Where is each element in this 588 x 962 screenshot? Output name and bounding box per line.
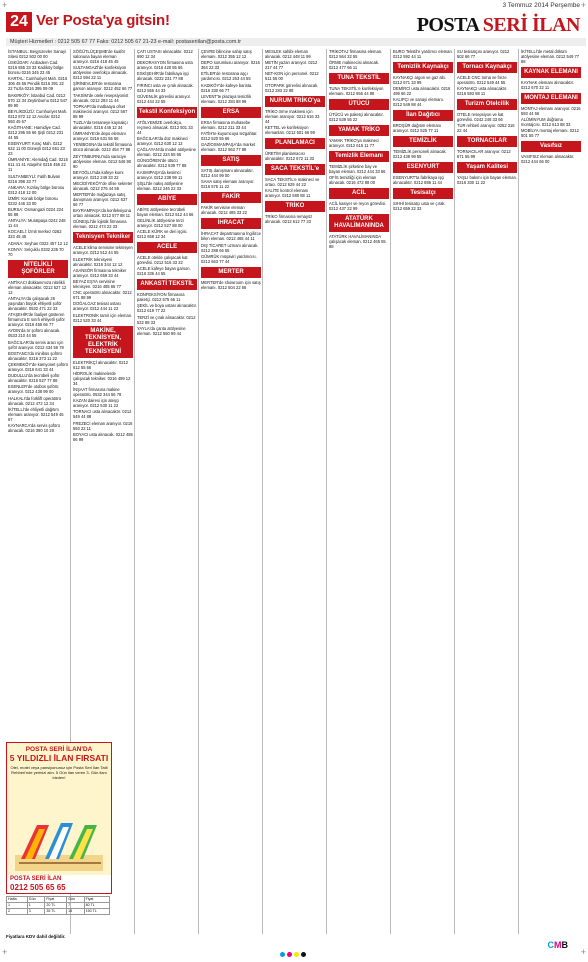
section-heading: ABİYE (137, 194, 197, 205)
section-heading: KAYNAK ELEMANI (521, 67, 581, 78)
classified-ad: ÇAĞLAYAN'da model atölyesine eleman. 0212 224 55 66 (137, 147, 196, 158)
classified-ad: KAYNAKÇI usta alınacaktır. 0216 593 88 11 (457, 86, 508, 97)
section-heading: İHRACAT (201, 218, 261, 229)
classified-ad: KONYA: Selçuklu 0332 235 70 70 (8, 246, 64, 257)
classified-ad: BEYLİKDÜZÜ: Cumhuriyet Mah. 0212 872 12 12 Avcılar 0212 593 45 67 (8, 108, 68, 124)
section-heading: MONTAJ ELEMANI (521, 93, 581, 104)
classified-ad: BOYACI usta alınacak. 0212 485 66 99 (73, 431, 133, 442)
classified-ad: MECİDİYEKÖY'de ofise sekreter alınacak. 0212 275 44 55 (73, 180, 133, 191)
price-table-row: 2 3 35 TL 15 150 TL (7, 909, 110, 915)
registration-mark: + (580, 0, 586, 10)
classified-ad: KADIKÖY'de kafeye barista. 0216 330 66 77 (201, 82, 253, 93)
classified-ad: ESENLER'de otobüs şoförü aranıyor. 0212 438 99 00 (8, 384, 59, 395)
classified-ad: ŞİŞLİ'de nakış atölyesine eleman. 0212 246 22 33 (137, 180, 183, 191)
section-heading: TEMİZLİK (393, 136, 453, 147)
classified-ad: BROŞÜR dağıtım elemanı aranıyor. 0212 525 77 11 (393, 123, 442, 134)
classified-ad: SIHHİ tesisatçı usta ve çırak. 0212 659 22 33 (393, 201, 446, 212)
color-registration-dots (280, 944, 308, 962)
classified-ad: TERZİ ve çırak alınacaktır. 0212 522 88 33 (137, 314, 196, 325)
classified-ad: BAĞCILAR'da servis aracı için şoför aranıyor. 0212 434 56 78 (8, 339, 64, 350)
classified-ad: ESENYURT: Kıraç Mah. 0212 622 11 00 Güneşli 0212 651 23 23 (8, 141, 65, 157)
classified-column (518, 49, 583, 934)
classified-ad: ŞEKİL ve boya ustası alınacaktır. 0212 619 77 22 (137, 303, 197, 314)
classified-ad: YAŞLI bakımı için bayan eleman. 0216 330 11 22 (457, 175, 517, 186)
section-heading: Temizlik Elemanı (329, 151, 389, 162)
customer-info-bar: Müşteri Hizmetleri : 0212 505 67 77 Faks: 0212 505 67 21-23 e-mail: postaseriilan@posta.com.tr (6, 38, 586, 46)
classified-ad: TAKSİM'de otele resepsiyonist alınacak. 0212 293 11 44 (73, 92, 129, 103)
price-footnote: Fiyatlara KDV dahil değildir. (6, 934, 66, 939)
classified-ad: KOCAELİ: İzmit merkez 0262 323 45 45 (8, 229, 62, 240)
classified-ad: KALIPÇI ve sanayi elemanı. 0212 549 88 44 (393, 97, 444, 108)
classified-ad: ZEYTİNBURNU'nda saraciye atölyesine eleman. 0212 546 90 90 (73, 153, 132, 169)
classified-ad: FREZECİ eleman aranıyor. 0216 593 22 11 (73, 420, 133, 431)
ad-headline: 5 YILDIZLI İLAN FIRSATI (9, 753, 109, 763)
classified-ad: SAHA satış elemanı aranıyor. 0216 575 11 22 (201, 179, 255, 190)
classified-ad: ELEKTRONİK tamir için eleman. 0212 520 33 44 (73, 312, 133, 323)
classified-ad: İHRACAT departmanına İngilizce bilen eleman. 0212 465 44 11 (201, 231, 261, 242)
classified-column (262, 49, 327, 934)
classified-column (198, 49, 263, 934)
classified-ad: BAKIRKÖY: İstanbul Cad. 0212 570 12 34 Zeytinburnu 0212 547 89 90 (8, 92, 68, 108)
classified-ad: OTOPARK görevlisi alınacak. 0212 283 22 88 (265, 82, 319, 93)
classified-ad: İKİTELLİ'de ehliyetli dağıtım elemanı aranıyor. 0212 549 45 67 (8, 406, 64, 422)
classified-ad: ESENYURT'ta fabrikaya işçi alınacaktır. 0212 886 11 44 (393, 175, 445, 186)
classified-ad: ÇEKMEKÖY'de kamyonet şoförü aranıyor. 0216 641 33 44 (8, 361, 68, 372)
classified-ad: NET-KON için personel. 0212 611 55 00 (265, 71, 319, 82)
section-heading: SATIŞ (201, 155, 261, 166)
classified-ad: FIRINCI usta ve çırak alınacak. 0212 556 44 33 (137, 82, 194, 93)
classified-ad: DEMİRCİ usta alınacaktır. 0216 499 66 22 (393, 86, 451, 97)
classified-ad: KETTEL ve konfeksiyon elemanları. 0212 501 66 99 (265, 124, 315, 135)
classified-ad: ÇATI USTASI alınacaktır. 0212 690 12 34 (137, 49, 193, 59)
classified-ad: MERTER'de showroom için satış elemanı. 0212 504 22 66 (201, 279, 261, 290)
classified-ad: ATAŞEHİR'de faaliyet gösteren firmamıza E sınıfı ehliyetli şoför aranıyor. 0216 455 66 77 (8, 312, 65, 328)
classified-ad: KAYNAK elemanı alınacaktır. 0212 670 22 11 (521, 80, 574, 90)
hotel-ad-box (6, 742, 112, 894)
classified-ad: SATIŞ danışmanı alınacaktır. 0212 444 99 00 (201, 168, 254, 179)
page-number: 24 (6, 12, 32, 32)
section-heading: ACELE (137, 242, 197, 253)
classified-ad: TUNA TEKSTİL'e konfeksiyon elemanı. 0212 656 44 88 (329, 86, 384, 97)
section-heading: İlan Dağıtıcı (393, 110, 453, 121)
ad-logo: POSTA SERİ İLAN (10, 876, 62, 882)
classified-ad: BEYOĞLU'nda kafeye komi aranıyor. 0212 249 33 22 (73, 169, 124, 180)
section-heading: Tekstil Konfeksiyon (137, 107, 197, 118)
classified-ad: GAZİOSMANPAŞA'da market elemanı. 0212 563 77 88 (201, 142, 256, 153)
classified-column (6, 49, 70, 739)
classified-ad: FAKİR servisine eleman alınacak. 0212 485 33 22 (201, 205, 247, 216)
section-heading: ATATÜRK HAVALİMANINDA (329, 214, 389, 232)
classified-ad: ÖRME makinecisi alınacak. 0212 477 66 11 (329, 60, 380, 71)
section-heading: ACİL (329, 188, 389, 199)
classified-ad: OFİS temizliği için eleman alınacak. 0216 472 88 00 (329, 175, 377, 186)
section-heading: TRİKO (265, 201, 325, 212)
classified-ad: ELEKTRİKÇİ alınacaktır. 0212 612 55 66 (73, 359, 129, 370)
classified-ad: ACELE kafeye bayan garson. 0216 336 44 55 (137, 266, 191, 277)
classified-ad: SÖĞÜTLÜÇEŞME'de kuaför salonuna bayan eleman aranıyor. 0216 418 45 45 (73, 49, 126, 64)
classified-ad: ACELE CNC torna ve freze operatörü. 0212 549 44 55 (457, 75, 507, 85)
classified-ad: BURSA: Osmangazi 0224 224 55 88 (8, 207, 64, 218)
classified-ad: ANKARA: Kızılay bölge bürosu 0312 418 12 00 (8, 184, 65, 195)
classified-ad: GÜVENLİK görevlisi aranıyor. 0212 444 22 55 (137, 93, 191, 104)
registration-mark: + (2, 947, 8, 957)
classified-ad: AYDIN'da tır şoförü alınacak. 0533 210 44 55 (8, 328, 61, 339)
cmyk-mark: CMB (547, 940, 568, 950)
section-heading: Yaşam Kalitesi (457, 162, 517, 173)
section-heading: MAKİNE, TEKNİSYEN, ELEKTRİK TEKNİSYENİ (73, 326, 133, 358)
classified-ad: KAYNARCA'da servis şoförü alınacak. 0216 390 10 20 (8, 422, 60, 433)
section-heading: ESENYURT (393, 162, 453, 173)
classified-ad: GELİNLİK atölyesine terzi aranıyor. 0212 527 88 00 (137, 217, 184, 228)
classified-ad: DUDULLU'da tecrübeli şoför alınacaktır. 0216 527 77 88 (8, 373, 60, 384)
classified-ad: MESLEK sahibi eleman alınacak. 0212 448 11 99 (265, 49, 311, 59)
classified-ad: KALİTE kontrol elemanı aranıyor. 0212 580 88 11 (265, 187, 311, 198)
classified-ad: KAZAN dairesi için ateşçi aranıyor. 0212 530 11 22 (73, 398, 119, 409)
classified-ad: GÜNEŞLİ'de lojistik firmasına eleman. 0212 474 22 33 (73, 219, 127, 230)
classified-ad: TOPKAPI'da matbaaya ofset makinecisi aranıyor. 0212 567 88 99 (73, 103, 128, 119)
page-header (6, 2, 582, 36)
section-heading: SACA TEKSTİL'e (265, 164, 325, 175)
slogan: Ver Posta'ya gitsin! (36, 12, 170, 29)
ad-phone: 0212 505 65 65 (10, 883, 66, 892)
classified-ad: ALÜMİNYUM doğrama montajcısı. 0212 613 88 33 (521, 117, 571, 128)
classified-ad: ATÖLYEMİZE overlokçu, reçmeci alınacak. 0212 501 33 44 (137, 119, 193, 135)
ad-text: Otel, motel veya pansiyonunuz için Posta Seri İlan Tatil Rehberi'nde yerinizi alın. 5 Gün ilan veren 3. Gün ilanı bizden! (10, 765, 108, 780)
classified-ad: TUR rehberi aranıyor. 0252 316 22 44 (457, 123, 515, 134)
section-heading: YAMAK TRİKO (329, 125, 389, 136)
classified-ad: ETİLER'de restorana aşçı yardımcısı. 0212 263 44 55 (201, 71, 251, 82)
classified-ad: İSTANBUL: Beşyüzevler Sanayi Sitesi 0212 502 00 00 (8, 49, 66, 59)
issue-date: 3 Temmuz 2014 Perşembe (502, 2, 580, 9)
classified-ad: SULTANBEYLİ: Fatih Bulvarı 0216 398 33 77 (8, 173, 61, 184)
classified-ad: ÜMRANİYE'de depo elemanı aranıyor. 0216 631 55 66 (73, 131, 126, 142)
classified-ad: ESKİŞEHİR'de fabrikaya işçi alınacak. 0222 231 77 88 (137, 71, 189, 82)
section-heading: TUNA TEKSTİL (329, 73, 389, 84)
classified-column (390, 49, 455, 934)
section-heading: Teknisyen Tekniker (73, 232, 133, 243)
classified-ad: ÜTÜCÜ ve paketçi alınacaktır. 0212 539 55 22 (329, 112, 384, 123)
classified-ad: ÇEVRE bilincine sahip satış elemanı. 0212 355 12 12 (201, 49, 252, 59)
classified-ad: YAYLA'da çanta atölyesine eleman. 0212 550 99 44 (137, 325, 186, 336)
classified-ad: ACELE klima servisine teknisyen aranıyor. 0212 512 44 55 (73, 245, 133, 256)
ad-footer (7, 875, 111, 893)
classified-ad: ANTALYA: Muratpaşa 0242 248 11 44 (8, 218, 66, 229)
classified-ad: ASANSÖR firmasına tekniker aranıyor. 0212 659 33 44 (73, 267, 127, 278)
classified-column (454, 49, 519, 934)
classified-ad: TORNACILAR aranıyor. 0212 671 55 99 (457, 149, 511, 160)
classified-ad: SULTANGAZİ'de konfeksiyon atölyesine overlokçu alınacak. 0212 594 22 11 (73, 65, 128, 81)
classified-column (134, 49, 199, 934)
classified-ad: İZMİR: Konak bölge bürosu 0232 446 33 00 (8, 195, 58, 206)
section-heading: Tornacı Kaynakçı (457, 62, 517, 73)
classified-ad: ÜRETİM planlamacısı alınacaktır. 0212 672 11 33 (265, 150, 315, 161)
classified-ad: ANTALYA'da çalışacak 25 yaşından büyük ehliyetli şoför alınacaktır. 0532 471 22 33 (8, 296, 62, 311)
posta-seri-ilan-logo: POSTA SERİ İLAN (416, 14, 580, 36)
classified-ad: ACELE otelde çalışacak kat görevlisi. 0212 516 33 22 (137, 255, 188, 266)
classified-ad: ABİYE atölyesine tecrübeli bayan eleman. 0212 512 44 66 (137, 206, 194, 217)
section-heading: Temizlik Kaynakçı (393, 62, 453, 73)
section-heading: ÜTÜCÜ (329, 99, 389, 110)
classified-ad: TRİKO örme makinesi için eleman aranıyor. 0212 616 33 44 (265, 108, 320, 124)
classified-ad: ÜSKÜDAR: Acıbadem Cad. 0216 555 33 33 Kadıköy bölge bürosu 0216 345 23 45 (8, 60, 64, 76)
section-heading: Vasıfsız (521, 141, 581, 152)
classified-ad: MONTAJ elemanı aranıyor. 0216 593 44 66 (521, 106, 581, 116)
section-heading: MERTER (201, 267, 261, 278)
classified-ad: SU tesisatçısı aranıyor. 0212 502 66 77 (457, 49, 510, 59)
classified-ad: YAMAK TRİKO'ya makineci aranıyor. 0212 615 11 77 (329, 138, 379, 149)
classified-ad: FATİH'te kuyumcuya tezgahtar. 0212 520 55 66 (201, 130, 258, 141)
section-heading: PLANLAMACI (265, 138, 325, 149)
classified-ad: ACİL kasiyer ve reyon görevlisi. 0212 437 22 99 (329, 201, 387, 212)
section-heading: ERSA (201, 107, 261, 118)
classified-ad: ANTİKACI dükkanımıza nitelikli eleman alınacaktır. 0212 527 12 12 (8, 279, 67, 295)
classified-ad: DEPO sorumlusu aranıyor. 0216 364 22 33 (201, 60, 260, 71)
classified-ad: BAĞCILAR'da düz makineci aranıyor. 0212 630 12 12 (137, 135, 189, 146)
section-heading: ANKASTİ TEKSTİL (137, 279, 197, 290)
classified-ad: TRİKO firmasına remayöz alınacak. 0212 612 77 33 (265, 213, 313, 224)
section-heading: FAKİR (201, 192, 261, 203)
classified-ad: DEKORASYON firmasına usta aranıyor. 0216 420 55 66 (137, 60, 193, 71)
classified-ad: KAĞITHANE: Hamidiye Cad. 0212 295 55 66 Şişli 0212 231 44 55 (8, 124, 64, 140)
classified-ad: TUZLA'da tersaneye kaynakçı alınacaktır. 0216 446 12 34 (73, 119, 128, 130)
classified-ad: KASIMPAŞA'da kesimci aranıyor. 0212 238 99 11 (137, 169, 183, 180)
classified-ad: İKİTELLİ'de metal döküm atölyesine eleman. 0212 549 77 88 (521, 49, 580, 64)
registration-mark: + (580, 947, 586, 957)
classified-ad: BOSTANCI'da minibüs şoförü alınacaktır. 0216 373 11 22 (8, 350, 62, 361)
section-heading: NURUM TRİKO'ya (265, 96, 325, 107)
classified-ad: ÜMRANİYE: Alemdağ Cad. 0216 611 41 41 Ataşehir 0216 456 22 11 (8, 157, 68, 173)
price-table-row: 1 1 20 TL 7 80 TL (7, 903, 110, 909)
classified-ad: GÜNGÖREN'de ütücü alınacaktır. 0212 539 77 88 (137, 158, 187, 169)
classified-ad: SACA TEKSTİL'e makineci ve ortacı. 0212 629 44 22 (265, 176, 320, 187)
classified-ad: ŞİRİNEVLER'de restorana garson aranıyor. 0212 452 66 77 (73, 81, 133, 92)
price-table-header: Hafta Gün Fiyat Gün Fiyat (7, 897, 110, 903)
price-table (6, 896, 110, 932)
beach-chairs-illustration (15, 815, 103, 871)
classified-ad: ATATÜRK HAVALİMANINDA çalışacak eleman. 0212 465 55 88 (329, 234, 386, 250)
classified-ad: ELEKTRİK teknisyeni alınacaktır. 0216 344 12 12 (73, 256, 123, 267)
classified-ad: VASIFSIZ eleman alınacaktır. 0212 444 66 00 (521, 154, 575, 165)
classified-ad: İNŞAAT firmasına makine operatörü. 0532 344 56 78 (73, 386, 122, 397)
classified-ad: MERTER'de mağazaya satış danışmanı aranıyor. 0212 637 66 77 (73, 192, 128, 208)
ad-title: POSTA SERİ İLAN'DA (25, 746, 93, 753)
section-heading: TORNACILAR (457, 136, 517, 147)
section-heading: NİTELİKLİ ŞOFÖRLER (8, 260, 68, 278)
classified-column (326, 49, 391, 934)
classified-ad: CNC operatörü alınacaktır. 0212 671 88 99 (73, 290, 132, 301)
classified-ad: OTELE resepsiyon ve kat görevlisi. 0242 248 33 66 (457, 112, 504, 123)
section-heading: Tesisatçı (393, 188, 453, 199)
classified-ad: ERSA firmasına muhasebe elemanı. 0212 211 33 44 (201, 119, 251, 130)
classified-ad: YENİBOSNA'da tekstil firmasına ütücü alınacak. 0212 454 77 88 (73, 142, 132, 153)
classified-ad: LEVENT'te plazaya temizlik elemanı. 0212 284 88 99 (201, 93, 252, 104)
classified-ad: KONFEKSİYON firmasına paketçi. 0212 575 66 11 (137, 292, 185, 303)
classified-ad: GÜMRÜK müşaviri yardımcısı. 0212 663 77 44 (201, 253, 257, 264)
classified-ad: BAYRAMPAŞA'da konfeksiyona ortacı alınacak. 0212 577 88 11 (73, 208, 131, 219)
classified-ad: ADANA: Seyhan 0322 457 12 12 (8, 240, 68, 246)
classified-ad: BURO Tekstil'e yardımcı eleman. 0212 592 44 11 (393, 49, 453, 59)
classified-ad: HALKALI'da forklift operatörü alınacak. 0212 472 12 34 (8, 395, 61, 406)
classified-ad: KAYNAKÇI argon ve gaz altı. 0212 671 33 99 (393, 75, 446, 85)
classified-ad: TRİKOTAJ firmasına eleman. 0212 564 22 55 (329, 49, 383, 59)
classified-ad: KARTAL: Cumhuriyet Mah. 0216 306 45 56 Pendik 0216 391 22 22 Tuzla 0216 395 09 09 (8, 76, 68, 92)
classified-ad: MOBİLYA montaj elemanı. 0212 501 55 77 (521, 128, 579, 139)
classified-ad: TEMİZLİK personeli alınacak. 0212 438 99 55 (393, 149, 447, 160)
section-heading: Turizm Otelcilik (457, 99, 517, 110)
classified-ad: DOĞALGAZ tesisat ustası aranıyor. 0212 444 11 22 (73, 301, 121, 312)
classified-ad: BEYAZ EŞYA servisine teknisyen. 0216 485 66 77 (73, 279, 122, 289)
registration-mark: + (2, 0, 8, 10)
classified-ad: TORNACI usta alınacaktır. 0212 549 44 88 (73, 409, 132, 420)
classified-ad: TEMİZLİK şirketine bay ve bayan eleman. 0212 444 33 66 (329, 164, 386, 175)
classified-ad: HİDROLİK makinelerde çalışacak tekniker. 0216 499 12 34 (73, 370, 131, 386)
classified-ad: METİN yazarı aranıyor. 0212 217 44 77 (265, 60, 318, 71)
classified-ad: ACELE KÜRK ve deri işçisi. 0212 658 12 34 (137, 229, 188, 240)
classified-ad: DIŞ TİCARET uzmanı alınacak. 0212 288 66 55 (201, 242, 259, 253)
